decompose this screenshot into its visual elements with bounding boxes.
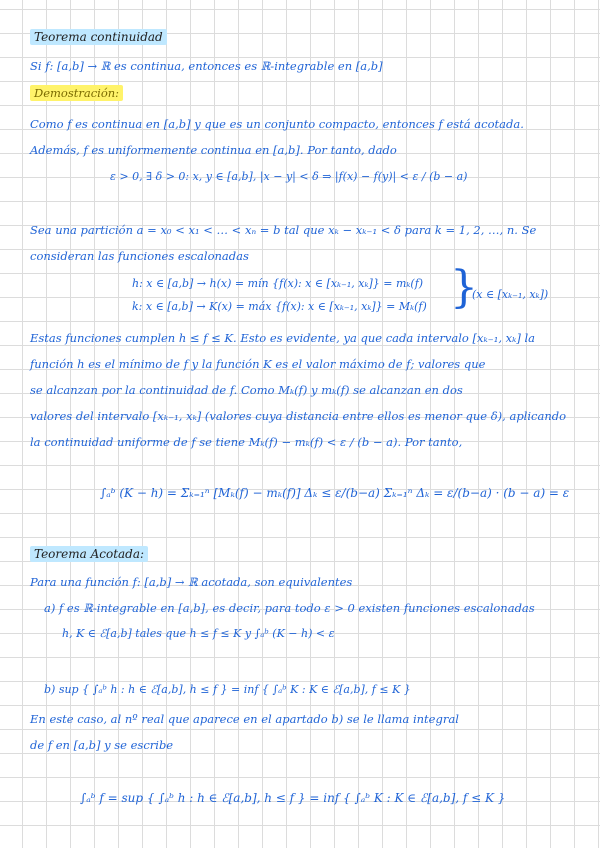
proof-paragraph-6: Estas funciones cumplen h ≤ f ≤ K. Esto es evidente, ya que cada intervalo [xₖ₋₁, xₖ] la — [30, 331, 536, 345]
condition-a-line-1: a) f es ℝ-integrable en [a,b], es decir, para todo ε > 0 existen funciones escalonadas — [44, 601, 535, 615]
proof-paragraph-10: la continuidad uniforme de f se tiene Mₖ(f) − mₖ(f) < ε / (b − a). Por tanto, — [30, 435, 463, 449]
definition-h: h: x ∈ [a,b] → h(x) = mín {f(x): x ∈ [xₖ₋₁, xₖ]} = mₖ(f) — [132, 277, 424, 290]
section2-title: Teorema Acotada: — [30, 547, 148, 561]
proof-paragraph-2: Además, f es uniformemente continua en [a,b]. Por tanto, dado — [30, 143, 397, 157]
proof-label: Demostración: — [30, 86, 123, 100]
brace-icon: } — [450, 262, 478, 313]
theorem-statement: Si f: [a,b] → ℝ es continua, entonces es ℝ-integrable en [a,b] — [30, 59, 383, 73]
proof-paragraph-7: función h es el mínimo de f y la función K es el valor máximo de f; valores que — [30, 357, 486, 371]
section2-intro: Para una función f: [a,b] → ℝ acotada, son equivalentes — [30, 575, 353, 589]
condition-b: b) sup { ∫ₐᵇ h : h ∈ ℰ[a,b], h ≤ f } = inf { ∫ₐᵇ K : K ∈ ℰ[a,b], f ≤ K } — [44, 683, 411, 696]
proof-paragraph-9: valores del intervalo [xₖ₋₁, xₖ] (valores cuya distancia entre ellos es menor que δ), aplicando — [30, 409, 567, 423]
definition-line-1: En este caso, al nº real que aparece en el apartado b) se le llama integral — [30, 712, 459, 726]
definition-k: k: x ∈ [a,b] → K(x) = máx {f(x): x ∈ [xₖ₋₁, xₖ]} = Mₖ(f) — [132, 300, 427, 313]
section1-title: Teorema continuidad — [30, 30, 167, 44]
partition-line: Sea una partición a = x₀ < x₁ < … < xₙ = b tal que xₖ − xₖ₋₁ < δ para k = 1, 2, …, n. Se — [30, 223, 537, 237]
integral-conclusion: ∫ₐᵇ (K − h) = Σₖ₌₁ⁿ [Mₖ(f) − mₖ(f)] Δₖ ≤ ε/(b−a) Σₖ₌₁ⁿ Δₖ = ε/(b−a) · (b − a) = ε — [100, 486, 570, 500]
proof-paragraph-1: Como f es continua en [a,b] y que es un conjunto compacto, entonces f está acotada. — [30, 117, 524, 131]
condition-a-line-2: h, K ∈ ℰ[a,b] tales que h ≤ f ≤ K y ∫ₐᵇ (K − h) < ε — [62, 627, 335, 640]
proof-paragraph-8: se alcanzan por la continuidad de f. Como Mₖ(f) y mₖ(f) se alcanzan en dos — [30, 383, 463, 397]
definition-line-2: de f en [a,b] y se escribe — [30, 738, 174, 752]
step-functions-intro: consideran las funciones escalonadas — [30, 249, 249, 263]
integral-definition: ∫ₐᵇ f = sup { ∫ₐᵇ h : h ∈ ℰ[a,b], h ≤ f } = inf { ∫ₐᵇ K : K ∈ ℰ[a,b], f ≤ K } — [80, 791, 506, 805]
interval-condition: (x ∈ [xₖ₋₁, xₖ]) — [472, 288, 549, 301]
uniform-continuity-condition: ε > 0, ∃ δ > 0: x, y ∈ [a,b], |x − y| < δ ⇒ |f(x) − f(y)| < ε / (b − a) — [110, 170, 468, 183]
